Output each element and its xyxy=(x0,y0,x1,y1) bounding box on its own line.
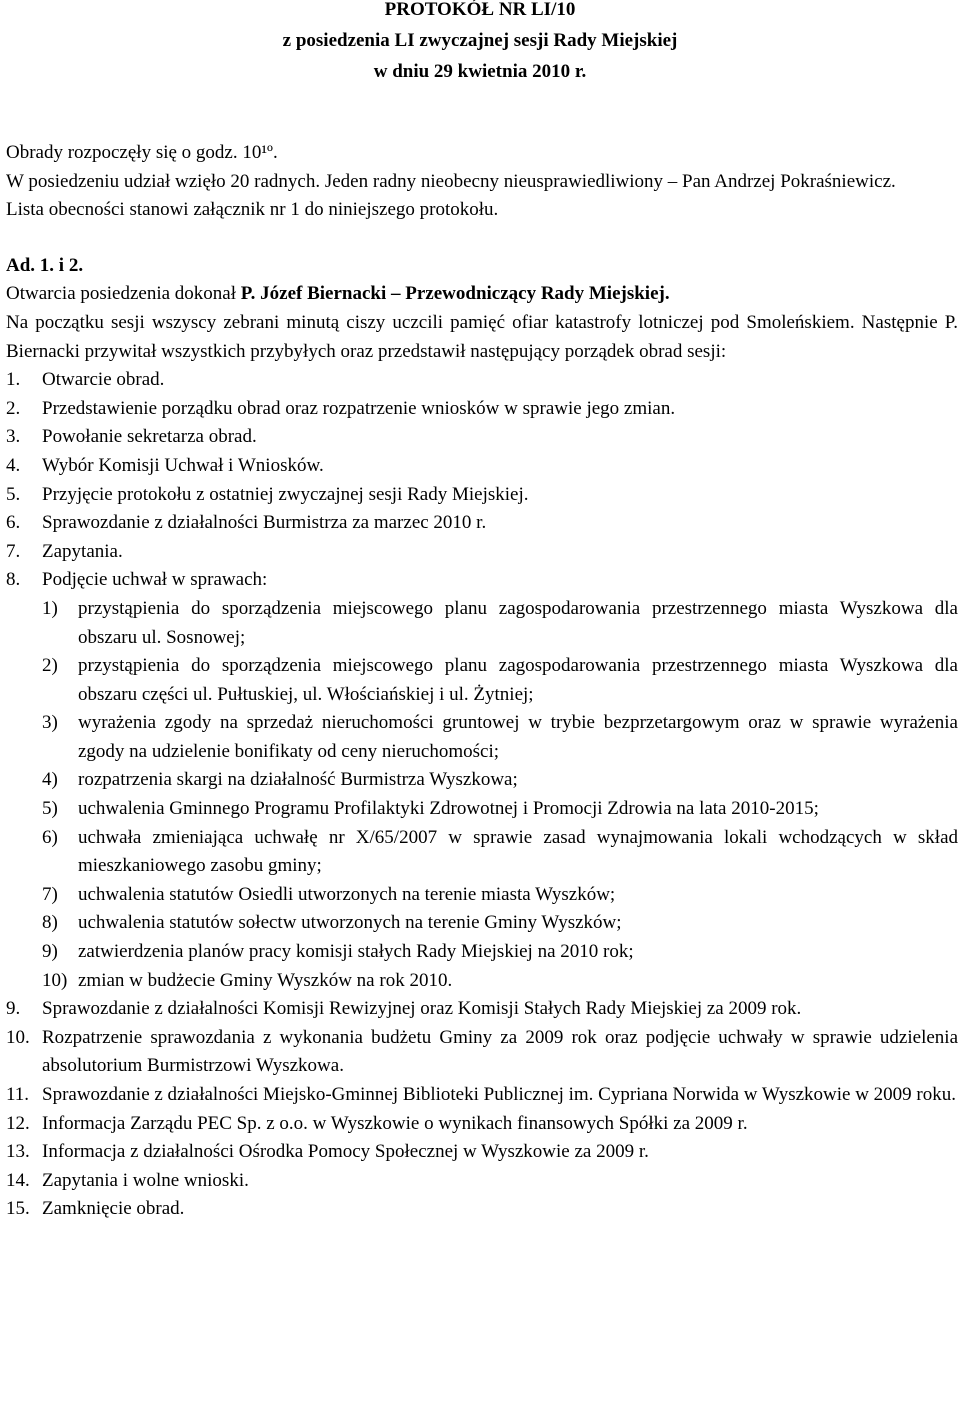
resolution-item-text: przystąpienia do sporządzenia miejscowego planu zagospodarowania przestrzennego miasta Wyszkowa dla obszaru ul. Sosnowej; xyxy=(78,597,958,648)
agenda-item xyxy=(6,452,958,481)
attendance-list-text: Lista obecności stanowi załącznik nr 1 do niniejszego protokołu. xyxy=(6,199,499,221)
document-date: w dniu 29 kwietnia 2010 r. xyxy=(373,61,587,82)
agenda-item xyxy=(6,366,958,395)
agenda-item xyxy=(6,1138,958,1167)
document-subtitle: z posiedzenia LI zwyczajnej sesji Rady Miejskiej xyxy=(282,30,678,51)
agenda-item xyxy=(6,1167,958,1196)
resolution-item-text: uchwalenia statutów sołectw utworzonych na terenie Gminy Wyszków; xyxy=(78,912,622,934)
resolution-item-number: 6) xyxy=(42,826,58,848)
agenda-item-number: 9. xyxy=(6,998,21,1020)
agenda-item-text: Przyjęcie protokołu z ostatniej zwyczajnej sesji Rady Miejskiej. xyxy=(42,483,529,505)
agenda-item xyxy=(6,995,958,1024)
agenda-item xyxy=(6,395,958,424)
resolution-item xyxy=(42,967,958,996)
agenda-item xyxy=(6,1195,958,1224)
agenda-item-text: Sprawozdanie z działalności Burmistrza za marzec 2010 r. xyxy=(42,512,487,534)
section-heading: Ad. 1. i 2. xyxy=(6,254,84,276)
agenda-item-text: Zamknięcie obrad. xyxy=(42,1198,185,1220)
agenda-item xyxy=(6,538,958,567)
document-title: PROTOKÓŁ NR LI/10 xyxy=(384,0,576,20)
agenda-item-number: 1. xyxy=(6,369,21,391)
resolution-item-text: rozpatrzenia skargi na działalność Burmistrza Wyszkowa; xyxy=(78,769,518,791)
resolution-item xyxy=(42,652,958,709)
agenda-item xyxy=(6,566,958,595)
agenda-item-text: Informacja Zarządu PEC Sp. z o.o. w Wyszkowie o wynikach finansowych Spółki za 2009 r. xyxy=(42,1112,748,1134)
agenda-item-number: 7. xyxy=(6,540,21,562)
resolution-item-number: 9) xyxy=(42,941,58,963)
attendance-text: W posiedzeniu udział wzięło 20 radnych. Jeden radny nieobecny nieusprawiedliwiony – Pan Andrzej Pokraśniewicz. xyxy=(6,170,896,192)
resolution-item-text: wyrażenia zgody na sprzedaż nieruchomości gruntowej w trybie bezprzetargowym oraz w sprawie wyrażenia zgody na udzielenie bonifikaty od ceny nieruchomości; xyxy=(78,712,958,762)
agenda-item xyxy=(6,481,958,510)
resolution-item-text: przystąpienia do sporządzenia miejscowego planu zagospodarowania przestrzennego miasta Wyszkowa dla obszaru części ul. Pułtuskiej, ul. Włościańskiej i ul. Żytniej; xyxy=(78,655,958,705)
resolution-item xyxy=(42,795,958,824)
agenda-item-number: 14. xyxy=(6,1169,30,1191)
agenda-item-number: 10. xyxy=(6,1026,30,1048)
agenda-item xyxy=(6,1024,958,1081)
agenda-item-text: Wybór Komisji Uchwał i Wniosków. xyxy=(42,454,324,476)
resolution-item xyxy=(42,709,958,766)
start-time-text: Obrady rozpoczęły się o godz. 10¹º. xyxy=(6,142,278,163)
agenda-item-number: 2. xyxy=(6,397,21,419)
agenda-item-number: 4. xyxy=(6,454,21,476)
agenda-item xyxy=(6,1110,958,1139)
agenda-item-text: Rozpatrzenie sprawozdania z wykonania budżetu Gminy za 2009 rok oraz podjęcie uchwały w sprawie udzielenia absolutorium Burmistrzowi Wyszkowa. xyxy=(42,1026,958,1077)
resolution-item-number: 1) xyxy=(42,597,58,619)
resolution-item-number: 10) xyxy=(42,969,68,991)
agenda-item-text: Sprawozdanie z działalności Komisji Rewizyjnej oraz Komisji Stałych Rady Miejskiej za 2009 rok. xyxy=(42,998,802,1020)
agenda-item-number: 13. xyxy=(6,1141,30,1163)
resolution-item-text: uchwalenia Gminnego Programu Profilaktyki Zdrowotnej i Promocji Zdrowia na lata 2010-2015; xyxy=(78,798,819,820)
agenda-item-number: 8. xyxy=(6,569,21,591)
resolution-item xyxy=(42,595,958,652)
agenda-item-text: Sprawozdanie z działalności Miejsko-Gminnej Biblioteki Publicznej im. Cypriana Norwida w Wyszkowie w 2009 roku. xyxy=(42,1084,957,1105)
chairman-name: P. Józef Biernacki – Przewodniczący Rady Miejskiej. xyxy=(240,283,670,305)
resolution-item-text: zatwierdzenia planów pracy komisji stałych Rady Miejskiej na 2010 rok; xyxy=(78,941,634,963)
resolution-item xyxy=(42,909,958,938)
session-intro-paragraph: Na początku sesji wszyscy zebrani minutą ciszy uczcili pamięć ofiar katastrofy lotniczej pod Smoleńskiem. Następnie P. Biernacki przywitał wszystkich przybyłych oraz przedstawił następujący porządek obrad sesji: xyxy=(6,311,958,362)
resolution-item-number: 7) xyxy=(42,883,58,905)
opening-prefix: Otwarcia posiedzenia dokonał xyxy=(6,283,241,305)
agenda-item-text: Zapytania. xyxy=(42,540,123,562)
resolution-item-number: 3) xyxy=(42,712,58,734)
resolution-item-number: 2) xyxy=(42,655,58,677)
agenda-item-number: 6. xyxy=(6,512,21,534)
resolution-item-text: uchwała zmieniająca uchwałę nr X/65/2007 w sprawie zasad wynajmowania lokali wchodzących w skład mieszkaniowego zasobu gminy; xyxy=(78,826,958,877)
resolution-item xyxy=(42,938,958,967)
agenda-item-text: Zapytania i wolne wnioski. xyxy=(42,1169,249,1191)
agenda-item-text: Otwarcie obrad. xyxy=(42,369,165,391)
agenda-item-number: 12. xyxy=(6,1112,30,1134)
agenda-item-text: Powołanie sekretarza obrad. xyxy=(42,426,257,448)
resolution-item-number: 8) xyxy=(42,912,58,934)
agenda-item-number: 3. xyxy=(6,426,21,448)
resolution-item-text: zmian w budżecie Gminy Wyszków na rok 2010. xyxy=(78,969,453,991)
agenda-item-number: 5. xyxy=(6,483,21,505)
agenda-item-text: Przedstawienie porządku obrad oraz rozpatrzenie wniosków w sprawie jego zmian. xyxy=(42,397,676,419)
opening-paragraph xyxy=(6,280,958,309)
resolution-item-number: 4) xyxy=(42,769,58,791)
agenda-item xyxy=(6,1081,958,1110)
resolution-item-text: uchwalenia statutów Osiedli utworzonych na terenie miasta Wyszków; xyxy=(78,883,616,905)
agenda-item-text: Informacja z działalności Ośrodka Pomocy Społecznej w Wyszkowie za 2009 r. xyxy=(42,1141,649,1163)
agenda-list xyxy=(0,366,960,1224)
agenda-item xyxy=(6,509,958,538)
agenda-item-number: 15. xyxy=(6,1198,30,1220)
agenda-item-text: Podjęcie uchwał w sprawach: xyxy=(42,569,268,591)
resolution-item-number: 5) xyxy=(42,798,58,820)
resolution-item xyxy=(42,881,958,910)
agenda-item xyxy=(6,423,958,452)
resolution-item xyxy=(42,824,958,881)
resolution-item xyxy=(42,766,958,795)
agenda-item-number: 11. xyxy=(6,1084,30,1105)
resolutions-list xyxy=(0,595,960,995)
